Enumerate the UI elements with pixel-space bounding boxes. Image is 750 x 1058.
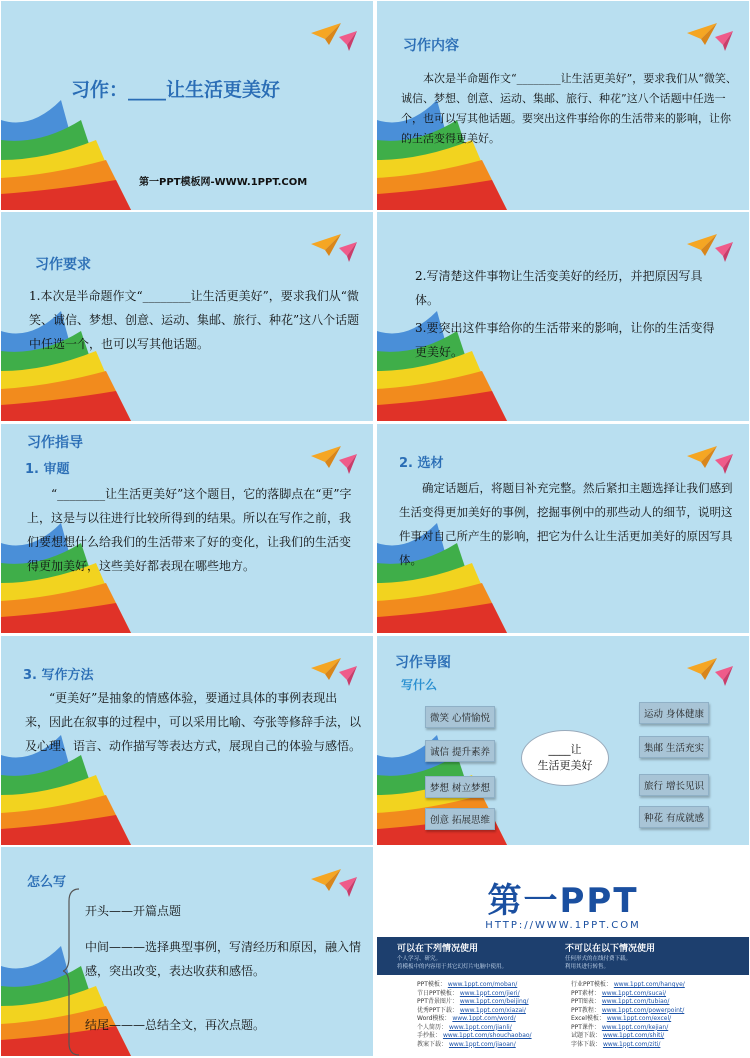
can-item: 个人学习、研究。 bbox=[397, 956, 442, 962]
link-label: 节日PPT模板： bbox=[417, 989, 458, 997]
link-label: PPT背景图片： bbox=[417, 998, 458, 1005]
link-label: 个人简历： bbox=[417, 1023, 448, 1031]
link[interactable]: www.1ppt.com/jiaoan/ bbox=[448, 1040, 516, 1048]
topic-tag: 种花 有成就感 bbox=[639, 806, 709, 828]
topic-tag: 运动 身体健康 bbox=[639, 702, 709, 724]
can-item: 将模板中的内容用于其它幻灯片电脑中使用。 bbox=[397, 964, 508, 970]
link[interactable]: www.1ppt.com/word/ bbox=[452, 1015, 516, 1022]
cannot-list bbox=[565, 955, 631, 971]
paragraph: 1.本次是半命题作文“________让生活更美好”，要求我们从“微笑、诚信、梦想、创意、运动、集邮、旅行、种花”这八个话题中任选一个，也可以写其他话题。 bbox=[29, 289, 360, 351]
topic-tag: 集邮 生活充实 bbox=[639, 736, 709, 758]
link[interactable]: www.1ppt.com/moban/ bbox=[447, 981, 518, 988]
link[interactable]: www.1ppt.com/hangye/ bbox=[613, 981, 685, 988]
link-label: Word模板： bbox=[417, 1015, 451, 1022]
topic-tag: 梦想 树立梦想 bbox=[425, 776, 495, 798]
slide-title[interactable] bbox=[1, 1, 373, 210]
link[interactable]: www.1ppt.com/ziti/ bbox=[602, 1040, 661, 1048]
sub-heading: 写什么 bbox=[401, 678, 438, 692]
link-label: 试题下载： bbox=[571, 1032, 602, 1039]
paragraph: 确定话题后，将题目补充完整。然后紧扣主题选择让我们感到生活变得更加美好的事例，挖掘事例中的那些动人的细节，说明这件事对自己所产生的影响，把它为什么让生活更加美好的原因写具体。 bbox=[399, 481, 733, 567]
paper-plane-icon bbox=[687, 234, 733, 264]
slide-requirements-cont[interactable] bbox=[377, 212, 749, 421]
link-label: PPT图表： bbox=[571, 998, 600, 1005]
link-label: PPT课件： bbox=[571, 1023, 600, 1031]
slide-content[interactable] bbox=[377, 1, 749, 210]
slide-heading: 怎么写 bbox=[27, 875, 67, 890]
site-text: 第一PPT模板网-WWW.1PPT.COM bbox=[139, 177, 308, 188]
link-label: PPT教程： bbox=[571, 1006, 600, 1014]
link[interactable]: www.1ppt.com/beijing/ bbox=[459, 998, 529, 1005]
paper-plane-icon bbox=[311, 446, 357, 476]
cannot-title: 不可以在以下情况使用 bbox=[565, 944, 656, 954]
slide-mindmap[interactable] bbox=[377, 636, 749, 845]
paper-plane-icon bbox=[687, 658, 733, 688]
links-right bbox=[571, 981, 685, 1049]
slide-requirements[interactable] bbox=[1, 212, 373, 421]
link[interactable]: www.1ppt.com/shouchaobao/ bbox=[442, 1032, 532, 1039]
link[interactable]: www.1ppt.com/kejian/ bbox=[601, 1023, 669, 1031]
paragraph: 本次是半命题作文“________让生活更美好”，要求我们从“微笑、诚信、梦想、创意、运动、集邮、旅行、种花”这八个话题中任选一个，也可以写其他话题。要突出这件事给你的生活带来的影响，让你的生活变得更美好。 bbox=[401, 72, 737, 145]
slide-how-to-write[interactable] bbox=[1, 847, 373, 1056]
sub-heading: 1. 审题 bbox=[25, 462, 70, 477]
topic-tag: 旅行 增长见识 bbox=[639, 774, 709, 796]
logo: 第一PPT bbox=[487, 881, 639, 921]
link-label: 手抄报： bbox=[417, 1032, 442, 1039]
brace-icon bbox=[63, 887, 83, 1056]
paper-plane-icon bbox=[311, 234, 357, 264]
paper-plane-icon bbox=[687, 446, 733, 476]
paragraph: “更美好”是抽象的情感体验，要通过具体的事例表现出来，因此在叙事的过程中，可以采用比喻、夸张等修辞手法，以及心理、语言、动作描写等表达方式，展现自己的体验与感悟。 bbox=[25, 691, 362, 753]
sub-heading: 2. 选材 bbox=[399, 456, 444, 471]
link-label: 教案下载： bbox=[417, 1040, 448, 1048]
link[interactable]: www.1ppt.com/jianli/ bbox=[448, 1023, 512, 1031]
link-label: 行业PPT模板： bbox=[571, 981, 612, 988]
cannot-item: 任何形式的在线付费下载。 bbox=[565, 956, 632, 962]
paper-plane-icon bbox=[311, 23, 357, 53]
link-label: PPT模板： bbox=[417, 981, 446, 988]
cannot-item: 利用其进行转售。 bbox=[565, 964, 610, 970]
logo-url: HTTP://WWW.1PPT.COM bbox=[485, 920, 641, 931]
outline-line: 开头——开篇点题 bbox=[85, 904, 182, 918]
link[interactable]: www.1ppt.com/jieri/ bbox=[459, 989, 520, 997]
page-title: 习作：____让生活更美好 bbox=[71, 79, 281, 101]
topic-tag: 诚信 提升素养 bbox=[425, 740, 495, 762]
slide-heading: 习作要求 bbox=[35, 257, 91, 273]
center-node bbox=[521, 730, 609, 786]
links-left bbox=[417, 981, 532, 1049]
usage-banner bbox=[377, 937, 749, 975]
slide-heading: 习作导图 bbox=[395, 655, 451, 671]
paper-plane-icon bbox=[311, 658, 357, 688]
outline-line: 结尾———总结全文，再次点题。 bbox=[85, 1018, 266, 1032]
link[interactable]: www.1ppt.com/powerpoint/ bbox=[601, 1006, 685, 1014]
paragraph: “________让生活更美好”这个题目，它的落脚点在“更”字上，这是与以往进行比较所得到的结果。所以在写作之前，我们要想想什么给我们的生活带来了好的变化，让我们的生活变得更加美好，这些美好都表现在哪些地方。 bbox=[27, 487, 352, 573]
can-title: 可以在下列情况使用 bbox=[397, 944, 479, 954]
outline-line: 中间———选择典型事例，写清经历和原因，融入情感，突出改变，表达收获和感悟。 bbox=[85, 940, 362, 978]
center-line2: 生活更美好 bbox=[537, 759, 593, 772]
paragraph: 2.写清楚这件事物让生活变美好的经历，并把原因写具体。 bbox=[415, 269, 703, 307]
can-list bbox=[397, 955, 507, 971]
link-label: 优秀PPT下载： bbox=[417, 1006, 458, 1014]
paper-plane-icon bbox=[687, 23, 733, 53]
topic-tag: 微笑 心情愉悦 bbox=[425, 706, 495, 728]
topic-tag: 创意 拓展思维 bbox=[425, 808, 495, 830]
slide-method[interactable] bbox=[1, 636, 373, 845]
link[interactable]: www.1ppt.com/sucai/ bbox=[601, 989, 667, 997]
slide-material[interactable] bbox=[377, 424, 749, 633]
link[interactable]: www.1ppt.com/excel/ bbox=[606, 1015, 672, 1022]
slide-heading: 习作内容 bbox=[403, 38, 459, 54]
slide-credits[interactable] bbox=[377, 847, 749, 1056]
paragraph: 3.要突出这件事给你的生活带来的影响，让你的生活变得更美好。 bbox=[415, 321, 715, 359]
link-label: PPT素材： bbox=[571, 989, 600, 997]
sub-heading: 3. 写作方法 bbox=[23, 668, 94, 683]
slide-heading: 习作指导 bbox=[27, 435, 83, 451]
logo-area bbox=[377, 847, 749, 937]
link[interactable]: www.1ppt.com/shiti/ bbox=[602, 1032, 665, 1039]
link[interactable]: www.1ppt.com/tubiao/ bbox=[601, 998, 670, 1005]
center-line1: ____让 bbox=[548, 743, 582, 756]
link-label: Excel模板： bbox=[571, 1015, 605, 1022]
link-label: 字体下载： bbox=[571, 1040, 602, 1048]
slide-guidance[interactable] bbox=[1, 424, 373, 633]
link[interactable]: www.1ppt.com/xiazai/ bbox=[459, 1006, 526, 1014]
paper-plane-icon bbox=[311, 869, 357, 899]
